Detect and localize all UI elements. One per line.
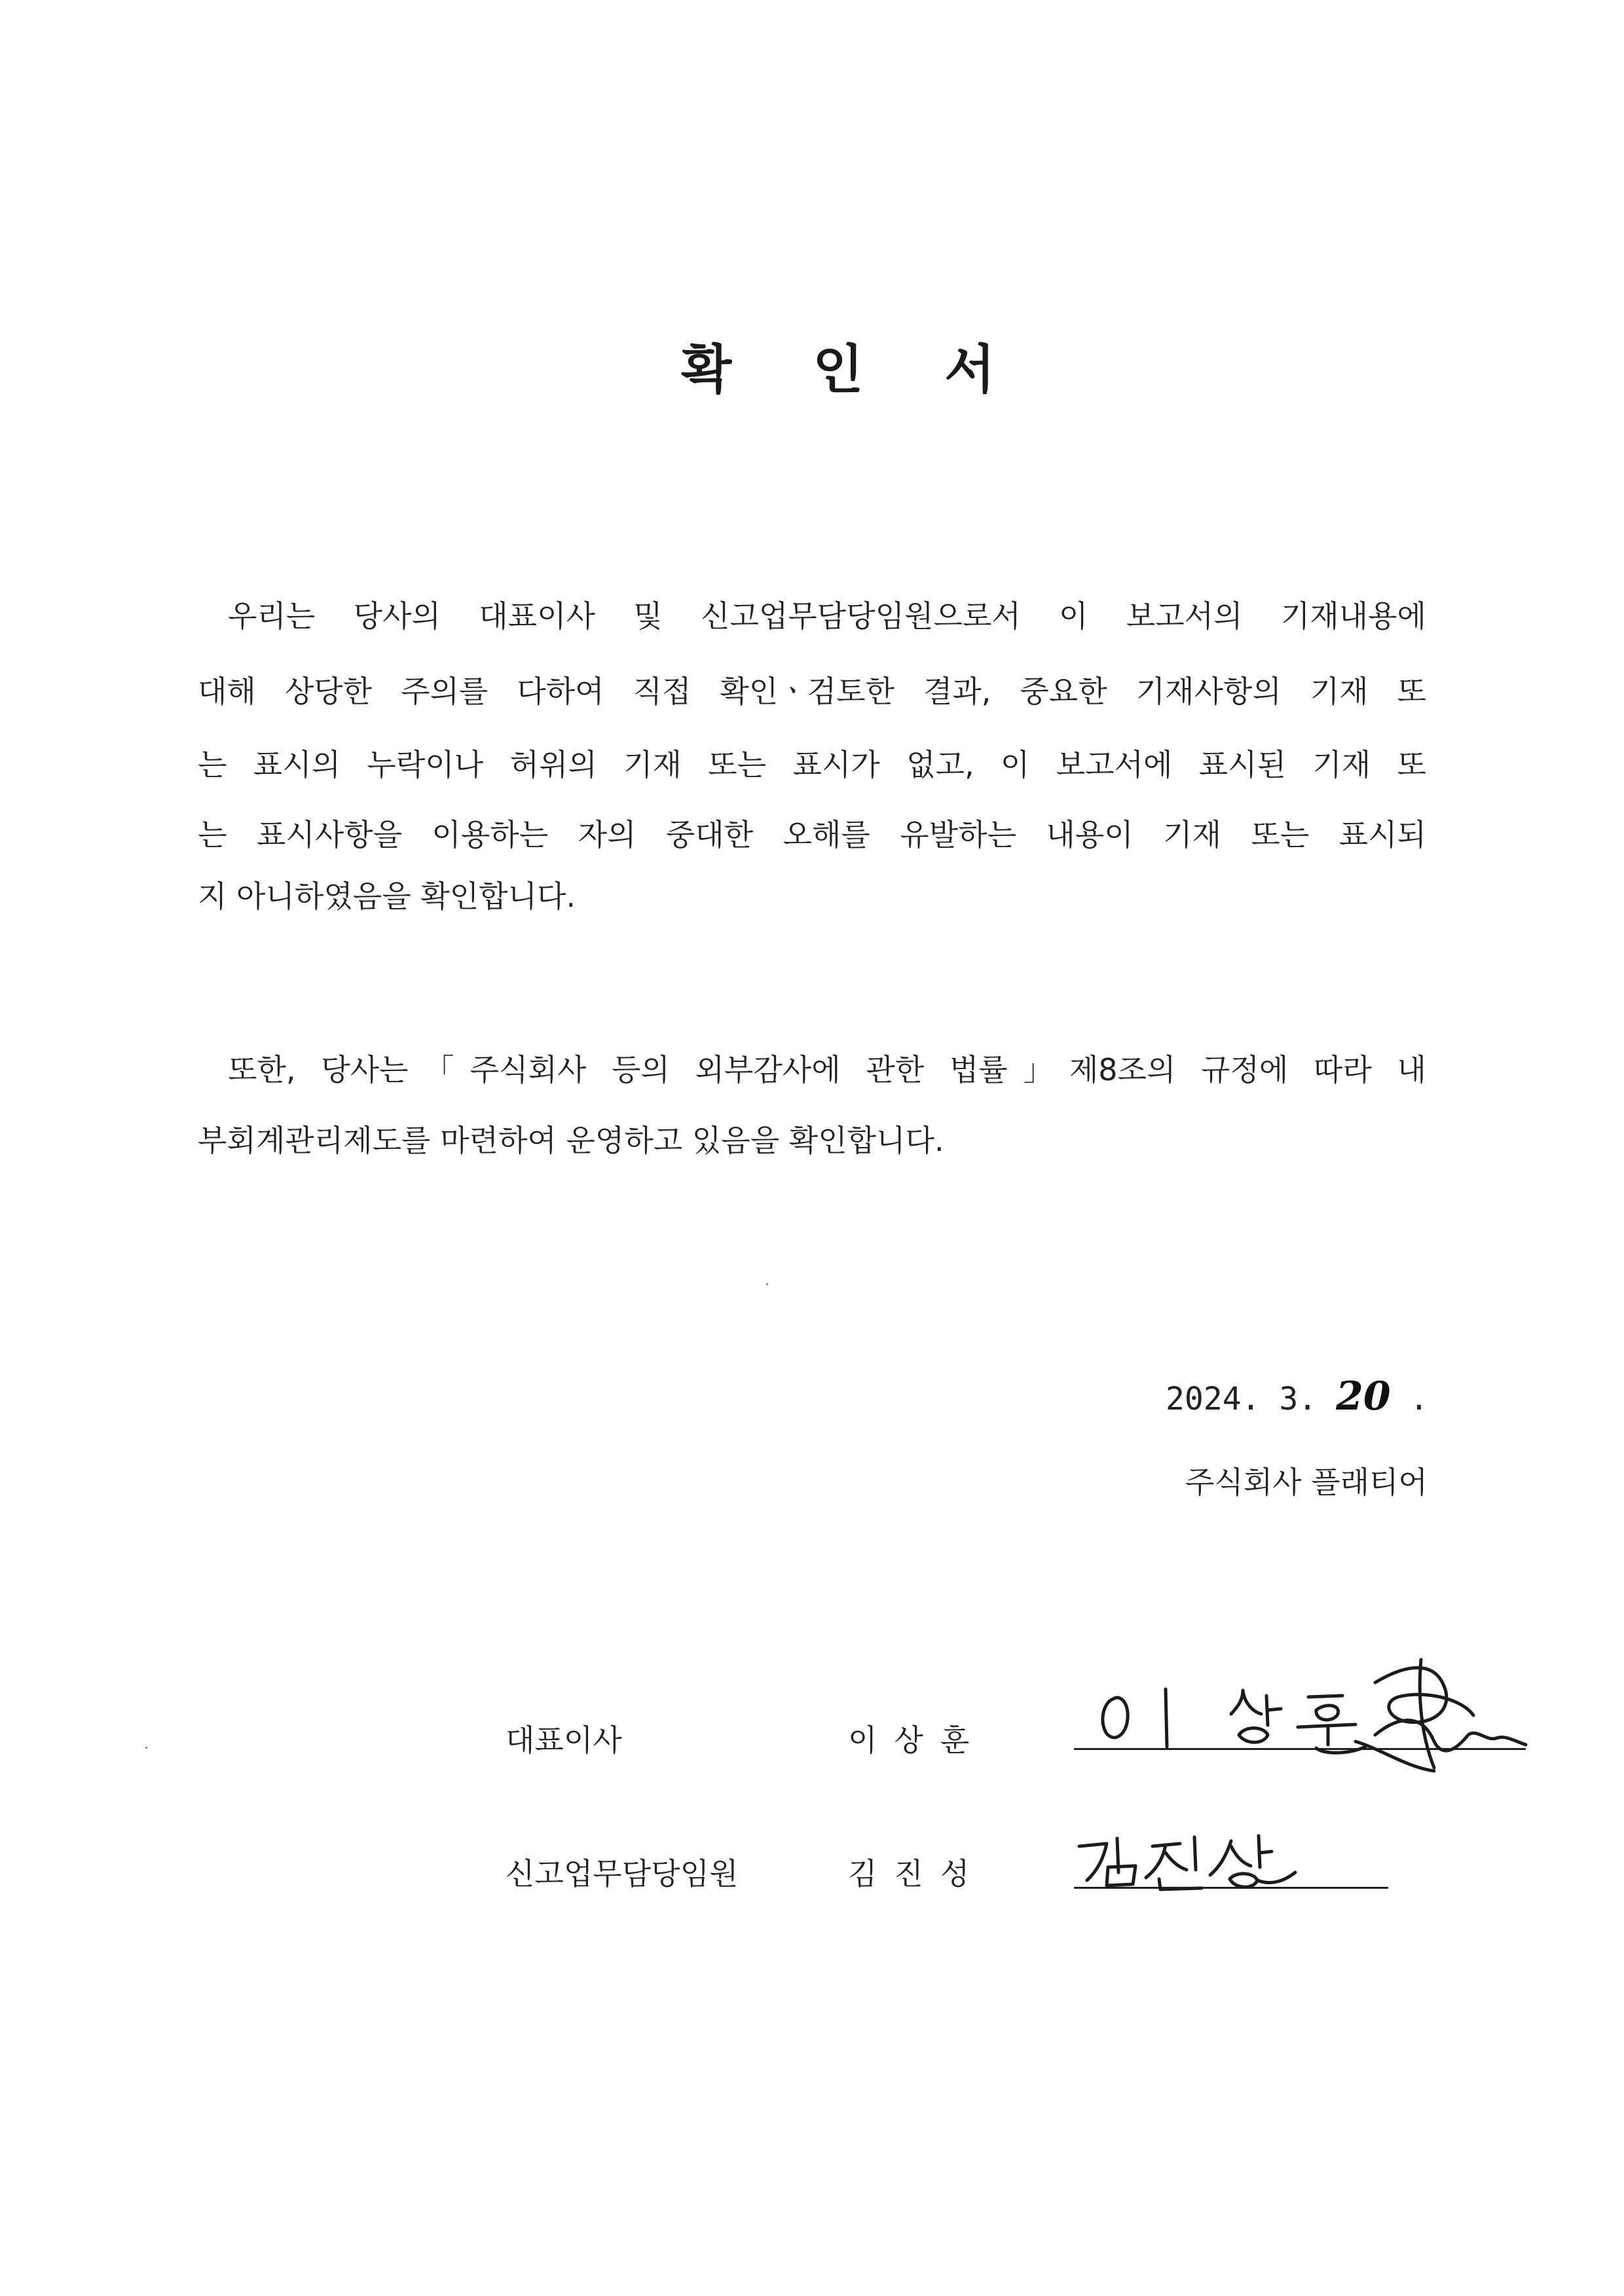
paragraph-2-line-1: 또한, 당사는「주식회사 등의 외부감사에 관한 법률」제8조의 규정에 따라 내	[228, 1052, 1426, 1087]
signatory-role-disclosure-officer: 신고업무담당임원	[506, 1856, 739, 1891]
handwritten-signature-disclosure-officer	[1067, 1827, 1316, 1899]
signatory-name-ceo: 이상훈	[848, 1722, 987, 1758]
handwritten-signature-ceo	[1067, 1637, 1539, 1794]
document-title: 확 인 서	[681, 339, 1027, 400]
signatory-role-ceo: 대표이사	[506, 1722, 622, 1758]
signatory-name-disclosure-officer: 김진성	[848, 1856, 987, 1891]
paragraph-1-line-2: 대해 상당한 주의를 다하여 직접 확인ㆍ검토한 결과, 중요한 기재사항의 기재 또	[198, 674, 1426, 709]
scan-speck	[766, 1283, 768, 1285]
paragraph-2-line-2: 부회계관리제도를 마련하여 운영하고 있음을 확인합니다.	[198, 1123, 944, 1158]
document-date	[1166, 1374, 1441, 1419]
paragraph-1-line-3: 는 표시의 누락이나 허위의 기재 또는 표시가 없고, 이 보고서에 표시된 기재 또	[198, 747, 1426, 782]
paragraph-1-line-4: 는 표시사항을 이용하는 자의 중대한 오해를 유발하는 내용이 기재 또는 표시되	[198, 817, 1426, 852]
date-handwritten-day: 20	[1336, 1374, 1391, 1419]
date-printed: 2024. 3.	[1166, 1381, 1318, 1417]
date-trailing: .	[1409, 1381, 1429, 1417]
scan-speck	[145, 1747, 147, 1749]
company-name: 주식회사 플래티어	[1185, 1465, 1428, 1500]
paragraph-1-line-1: 우리는 당사의 대표이사 및 신고업무담당임원으로서 이 보고서의 기재내용에	[228, 598, 1426, 634]
paragraph-1-line-5: 지 아니하였음을 확인합니다.	[198, 879, 576, 914]
